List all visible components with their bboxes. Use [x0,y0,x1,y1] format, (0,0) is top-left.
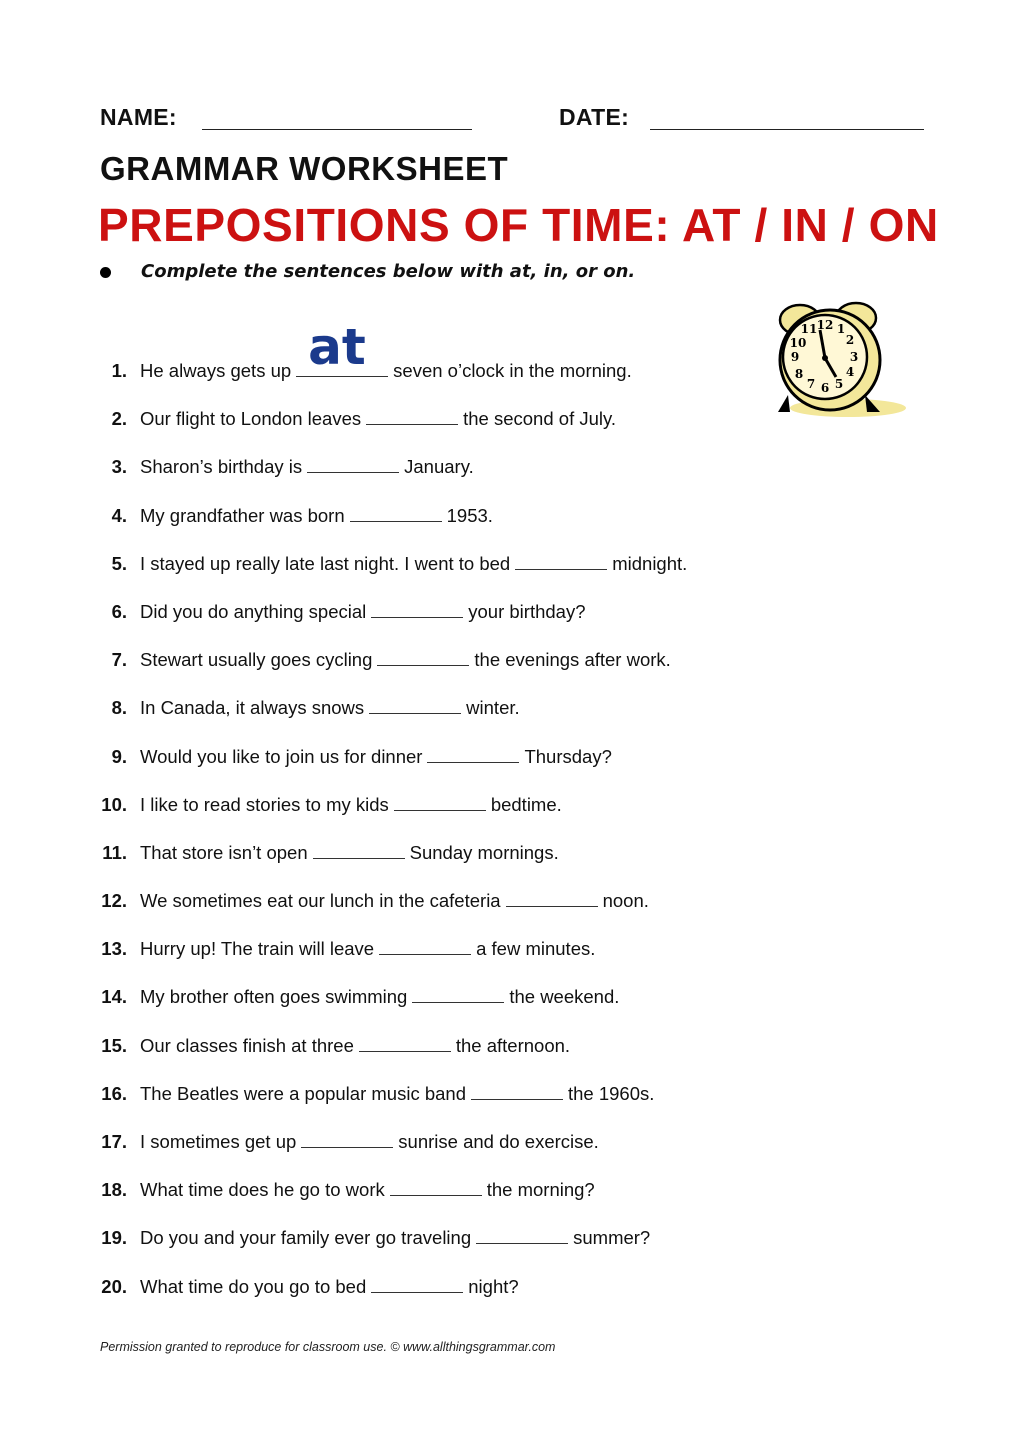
question-number: 6. [111,600,127,622]
question-text-before: Our classes finish at three [140,1034,354,1056]
answer-blank[interactable] [301,1131,393,1148]
question-text [140,1227,650,1249]
question-text-after: Thursday? [524,745,612,767]
question-text [140,456,474,478]
svg-text:10: 10 [789,336,807,350]
question-item [0,832,1024,880]
question-text-before: My brother often goes swimming [140,986,408,1008]
question-text [140,1179,595,1201]
question-text-after: the weekend. [509,986,620,1008]
question-item [0,446,1024,494]
question-text-before: Stewart usually goes cycling [140,649,373,671]
question-text-after: the morning? [486,1179,595,1201]
question-text-before: We sometimes eat our lunch in the cafeteria [140,890,501,912]
answer-blank[interactable] [476,1227,568,1244]
svg-text:6: 6 [820,381,830,395]
question-item [0,784,1024,832]
question-text-after: Sunday mornings. [409,841,559,863]
answer-blank[interactable] [366,408,458,425]
question-number: 20. [101,1275,127,1297]
question-text-after: the evenings after work. [474,649,671,671]
question-number: 19. [101,1227,127,1249]
question-number: 12. [101,890,127,912]
question-number: 18. [101,1179,127,1201]
question-item [0,1025,1024,1073]
svg-text:3: 3 [849,350,859,364]
question-text [140,746,612,768]
worksheet-title: GRAMMAR WORKSHEET [100,150,509,187]
question-text [140,505,493,527]
question-text-after: summer? [573,1227,651,1249]
question-text-after: bedtime. [490,793,562,815]
question-item [0,639,1024,687]
question-text-before: Do you and your family ever go traveling [140,1227,472,1249]
question-item [0,1217,1024,1265]
instruction-text: Complete the sentences below with at, in, or on. [141,261,636,282]
svg-text:11: 11 [800,322,818,336]
question-text-after: the afternoon. [455,1034,571,1056]
answer-blank[interactable] [371,601,463,618]
question-text-before: Hurry up! The train will leave [140,938,375,960]
question-text-before: My grandfather was born [140,504,345,526]
question-number: 5. [111,552,127,574]
answer-blank[interactable] [471,1083,563,1100]
question-item [0,736,1024,784]
question-text-before: I like to read stories to my kids [140,793,389,815]
question-text-after: noon. [602,890,649,912]
question-text [140,1131,599,1153]
question-text-before: I stayed up really late last night. I went to bed [140,552,511,574]
question-text [140,601,586,623]
question-number: 17. [101,1131,127,1152]
svg-text:8: 8 [794,367,804,381]
question-item [0,880,1024,928]
svg-text:2: 2 [845,333,855,347]
question-text-after: January. [404,456,474,478]
question-text-before: He always gets up [140,360,292,381]
question-text-before: Would you like to join us for dinner [140,745,423,767]
answer-blank[interactable] [412,986,504,1003]
question-text-before: What time does he go to work [140,1179,385,1201]
name-field-line[interactable] [202,129,472,130]
question-text [140,649,671,671]
question-number: 4. [111,504,127,526]
question-item [0,398,1024,446]
question-text [140,697,520,719]
question-text-before: That store isn’t open [140,841,308,863]
question-number: 15. [101,1034,127,1056]
answer-blank[interactable] [427,746,519,763]
question-item [0,495,1024,543]
question-text [140,408,616,430]
question-text [140,1276,519,1298]
answer-blank[interactable] [394,794,486,811]
answer-blank[interactable] [369,697,461,714]
question-text-after: sunrise and do exercise. [398,1131,599,1152]
question-number: 3. [111,456,127,478]
question-number: 2. [111,408,127,430]
question-text [140,1035,570,1057]
question-text [140,890,649,912]
header-row [100,104,930,138]
question-text [140,842,559,864]
question-text-before: Our flight to London leaves [140,408,362,430]
svg-text:7: 7 [806,377,816,391]
question-item [0,1169,1024,1217]
question-number: 10. [101,793,127,815]
question-text-after: midnight. [612,552,688,574]
question-text-before: The Beatles were a popular music band [140,1082,466,1104]
question-text-before: Sharon’s birthday is [140,456,303,478]
question-item [0,687,1024,735]
answer-blank[interactable] [371,1276,463,1293]
question-number: 9. [111,745,127,767]
question-text-before: I sometimes get up [140,1131,297,1152]
answer-blank[interactable] [390,1179,482,1196]
svg-text:5: 5 [834,377,844,391]
question-text-after: 1953. [446,504,493,526]
question-text-before: In Canada, it always snows [140,697,365,719]
question-text-before: Did you do anything special [140,600,367,622]
question-item [0,1266,1024,1314]
worksheet-subtitle: PREPOSITIONS OF TIME: AT / IN / ON [98,199,939,251]
answer-blank[interactable] [379,938,471,955]
answer-blank[interactable] [377,649,469,666]
question-list [0,318,1024,1314]
question-item [0,1073,1024,1121]
answer-blank[interactable] [313,842,405,859]
question-number: 13. [101,938,127,960]
svg-text:12: 12 [816,318,834,332]
question-text-after: the second of July. [463,408,617,430]
question-text-after: a few minutes. [476,938,596,960]
answer-blank[interactable] [515,553,607,570]
answer-blank[interactable] [307,456,399,473]
svg-text:4: 4 [845,365,855,379]
bullet-dot [100,267,111,278]
handwritten-answer: at [308,318,366,376]
question-text [140,553,687,575]
question-item [0,1121,1024,1169]
question-text-after: night? [468,1275,519,1297]
question-text [140,938,595,960]
answer-blank[interactable] [506,890,598,907]
question-text-after: seven o’clock in the morning. [393,360,632,381]
question-text-before: What time do you go to bed [140,1275,367,1297]
question-number: 14. [101,986,127,1008]
question-text-after: your birthday? [468,600,586,622]
date-label: DATE: [559,104,630,130]
question-number: 1. [111,360,127,381]
question-text-after: the 1960s. [568,1082,655,1104]
svg-text:9: 9 [790,350,800,364]
question-item [0,928,1024,976]
question-text [140,794,562,816]
question-text [140,986,619,1008]
date-field-line[interactable] [650,129,924,130]
question-text-after: winter. [466,697,520,719]
answer-blank[interactable] [359,1035,451,1052]
answer-blank[interactable] [296,318,388,377]
answer-blank[interactable] [350,505,442,522]
question-number: 16. [101,1082,127,1104]
name-label: NAME: [100,104,177,130]
question-text [140,1083,654,1105]
question-item [0,591,1024,639]
footer-permission: Permission granted to reproduce for classroom use. © www.allthingsgrammar.com [100,1340,556,1354]
svg-text:1: 1 [836,322,846,336]
question-number: 7. [111,649,127,671]
question-number: 11. [102,841,127,863]
question-item [0,543,1024,591]
question-item [0,976,1024,1024]
question-text [140,318,632,382]
question-number: 8. [111,697,127,719]
